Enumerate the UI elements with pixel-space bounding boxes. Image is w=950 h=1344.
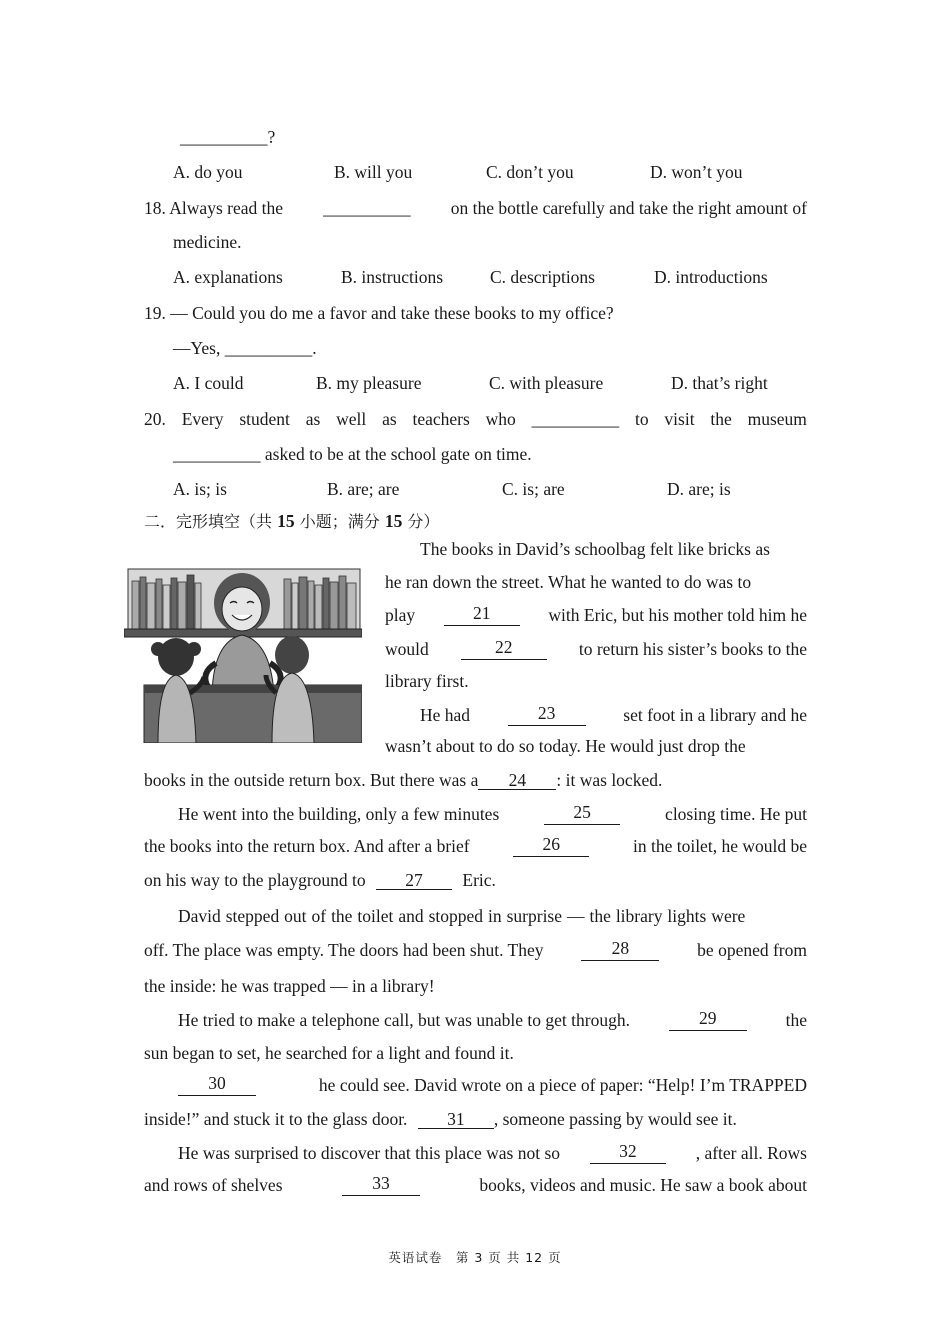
q18-blank: __________: [323, 198, 411, 218]
blank-27: 27: [376, 871, 452, 890]
passage-text: to return his sister’s books to the: [578, 639, 807, 659]
q19-answer-line: —Yes, __________.: [173, 338, 317, 358]
passage-line: [178, 803, 807, 825]
q18-pre: Always read the: [169, 198, 284, 218]
q18-option-c: C. descriptions: [490, 267, 595, 287]
library-illustration: [124, 563, 362, 743]
passage-line: [144, 939, 807, 961]
q20-blank: __________: [531, 409, 620, 429]
q17-option-d: D. won’t you: [650, 162, 743, 182]
blank-22: 22: [461, 638, 547, 660]
passage-text: and rows of shelves: [144, 1175, 283, 1195]
q20-option-d: D. are; is: [667, 479, 731, 499]
passage-line: [144, 1174, 807, 1196]
passage-text: the books into the return box. And after a brief: [144, 836, 470, 856]
page-footer: 英语试卷 第 3 页 共 12 页: [388, 1250, 562, 1265]
blank-30: 30: [178, 1074, 256, 1096]
q20-option-b: B. are; are: [327, 479, 400, 499]
passage-text: with Eric, but his mother told him he: [548, 605, 807, 625]
passage-text: closing time. He put: [665, 804, 807, 824]
passage-line: [144, 869, 496, 891]
passage-line: [420, 704, 807, 726]
q17-option-a: A. do you: [173, 162, 243, 182]
q18-line2: medicine.: [173, 232, 242, 252]
q20-option-c: C. is; are: [502, 479, 565, 499]
q20-word: to: [634, 409, 649, 429]
q20-word: Every: [181, 409, 224, 429]
blank-25: 25: [544, 803, 620, 825]
q20-line2: __________ asked to be at the school gate on time.: [173, 444, 532, 464]
passage-line: the inside: he was trapped — in a library!: [144, 976, 435, 996]
blank-24: 24: [478, 771, 556, 790]
passage-text: : it was locked.: [556, 770, 663, 790]
q20-word: who: [485, 409, 516, 429]
passage-text: the: [785, 1010, 807, 1030]
q19-option-c: C. with pleasure: [489, 373, 604, 393]
passage-line: [385, 735, 807, 757]
section-heading-pre: 二．完形填空（共: [144, 512, 273, 531]
passage-text: books in the outside return box. But there was a: [144, 770, 479, 790]
section-heading-post: 分）: [407, 512, 440, 531]
passage-line: [144, 1108, 737, 1130]
passage-line: sun began to set, he searched for a light and found it.: [144, 1043, 514, 1063]
passage-text: Eric.: [462, 870, 496, 890]
q17-blank: __________?: [180, 127, 276, 147]
q19-question: 19. — Could you do me a favor and take these books to my office?: [144, 303, 614, 323]
blank-32: 32: [590, 1142, 666, 1164]
q18-post: on the bottle carefully and take the right amount of: [450, 198, 807, 218]
passage-text: inside!” and stuck it to the glass door.: [144, 1109, 408, 1129]
blank-23: 23: [508, 704, 586, 726]
passage-text: set foot in a library and he: [623, 705, 807, 725]
section-question-count: 15: [277, 511, 295, 531]
q19-option-d: D. that’s right: [671, 373, 768, 393]
passage-text: in the toilet, he would be: [632, 836, 807, 856]
blank-28: 28: [581, 939, 659, 961]
passage-line: The books in David’s schoolbag felt like bricks as: [420, 539, 770, 559]
passage-line: [385, 571, 807, 593]
q20-word: the: [710, 409, 732, 429]
passage-text: , someone passing by would see it.: [493, 1109, 737, 1129]
q20-word: well: [336, 409, 367, 429]
passage-line: library first.: [385, 671, 469, 691]
q20-option-a: A. is; is: [173, 479, 227, 499]
blank-26: 26: [513, 835, 589, 857]
q19-option-a: A. I could: [173, 373, 244, 393]
passage-text: wasn’t about to do so today. He would just drop the: [385, 736, 746, 756]
q17-option-b: B. will you: [334, 162, 413, 182]
q20-word: museum: [747, 409, 807, 429]
passage-line: [144, 835, 807, 857]
passage-text: He had: [420, 705, 471, 725]
q20-line1: [144, 408, 807, 430]
q18-option-d: D. introductions: [654, 267, 768, 287]
passage-text: He went into the building, only a few minutes: [178, 804, 500, 824]
passage-text: on his way to the playground to: [144, 870, 366, 890]
q20-word: student: [239, 409, 290, 429]
passage-line: [144, 769, 662, 791]
q20-word: teachers: [412, 409, 470, 429]
section-score: 15: [384, 511, 403, 531]
passage-text: would: [385, 639, 429, 659]
blank-31: 31: [418, 1110, 494, 1129]
q20-word: as: [305, 409, 321, 429]
passage-text: he ran down the street. What he wanted to do was to: [385, 572, 752, 592]
q18-option-b: B. instructions: [341, 267, 444, 287]
passage-text: He tried to make a telephone call, but was unable to get through.: [178, 1010, 630, 1030]
q19-option-b: B. my pleasure: [316, 373, 422, 393]
q20-word: as: [382, 409, 397, 429]
passage-line: [385, 604, 807, 626]
passage-line: [178, 1142, 807, 1164]
q18-line1: [144, 197, 807, 219]
passage-text: play: [385, 605, 416, 625]
passage-text: books, videos and music. He saw a book about: [479, 1175, 807, 1195]
blank-29: 29: [669, 1009, 747, 1031]
q18-option-a: A. explanations: [173, 267, 283, 287]
q20-word: visit: [664, 409, 695, 429]
section-heading-mid: 小题；满分: [299, 512, 380, 531]
blank-33: 33: [342, 1174, 420, 1196]
passage-line: David stepped out of the toilet and stopped in surprise — the library lights were: [178, 906, 746, 926]
passage-text: He was surprised to discover that this place was not so: [178, 1143, 561, 1163]
passage-line: [178, 1009, 807, 1031]
passage-text: , after all. Rows: [695, 1143, 807, 1163]
passage-line: [385, 638, 807, 660]
q20-number: 20.: [144, 409, 166, 429]
passage-text: be opened from: [697, 940, 807, 960]
passage-text: off. The place was empty. The doors had been shut. They: [144, 940, 544, 960]
passage-line: [178, 1074, 807, 1096]
blank-21: 21: [444, 604, 520, 626]
q18-number: 18.: [144, 198, 166, 218]
q17-option-c: C. don’t you: [486, 162, 574, 182]
section-heading: [144, 510, 439, 533]
passage-text: he could see. David wrote on a piece of paper: “Help! I’m TRAPPED: [318, 1075, 807, 1095]
